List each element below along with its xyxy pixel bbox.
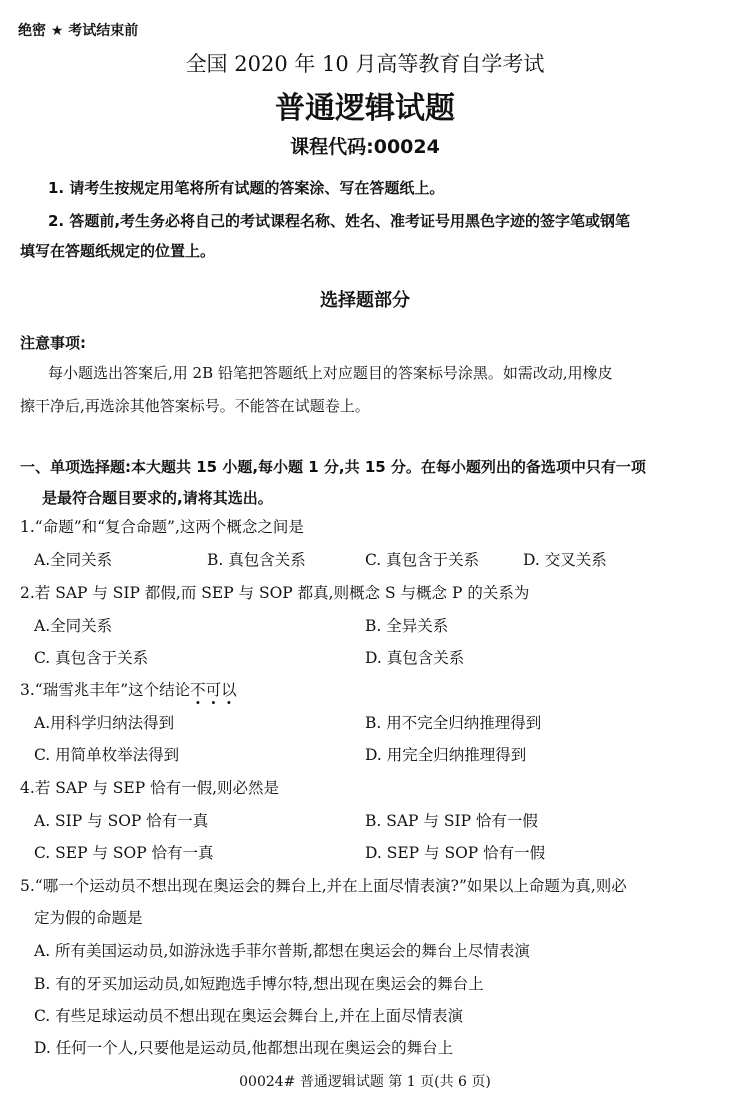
question-4-stem: 4.若 SAP 与 SEP 恰有一假,则必然是 (20, 779, 280, 797)
q3-emphasis-char: 不 (190, 681, 206, 699)
q1-option-a: A.全同关系 (34, 551, 113, 569)
notes-line-1: 每小题选出答案后,用 2B 铅笔把答题纸上对应题目的答案标号涂黑。如需改动,用橡皮 (48, 364, 613, 382)
q3-option-b: B. 用不完全归纳推理得到 (365, 714, 542, 732)
instruction-2-cont: 填写在答题纸规定的位置上。 (20, 242, 216, 260)
q3-option-a: A.用科学归纳法得到 (34, 714, 175, 732)
q4-option-d: D. SEP 与 SOP 恰有一假 (365, 844, 546, 862)
question-2-stem: 2.若 SAP 与 SIP 都假,而 SEP 与 SOP 都真,则概念 S 与概念 P 的关系为 (20, 584, 530, 602)
exam-title: 全国 2020 年 10 月高等教育自学考试 (185, 52, 545, 76)
question-1-stem: 1.“命题”和“复合命题”,这两个概念之间是 (20, 518, 304, 536)
q3-emphasis-char: 可 (205, 681, 222, 699)
part1-heading-cont: 是最符合题目要求的,请将其选出。 (42, 489, 273, 507)
q2-option-d: D. 真包含关系 (365, 649, 465, 667)
q2-option-c: C. 真包含于关系 (34, 649, 149, 667)
page-footer: 00024# 普通逻辑试题 第 1 页(共 6 页) (239, 1074, 491, 1090)
q5-option-d: D. 任何一个人,只要他是运动员,他都想出现在奥运会的舞台上 (34, 1039, 454, 1057)
subject-title: 普通逻辑试题 (275, 91, 455, 126)
instruction-1: 1. 请考生按规定用笔将所有试题的答案涂、写在答题纸上。 (48, 179, 445, 197)
q2-option-b: B. 全异关系 (365, 617, 449, 635)
q3-stem-text: 3.“瑞雪兆丰年”这个结论 (20, 681, 191, 699)
question-5-stem: 5.“哪一个运动员不想出现在奥运会的舞台上,并在上面尽情表演?”如果以上命题为真,则必 (20, 877, 627, 895)
q4-option-a: A. SIP 与 SOP 恰有一真 (34, 812, 209, 830)
q5-option-b: B. 有的牙买加运动员,如短跑选手博尔特,想出现在奥运会的舞台上 (34, 975, 484, 993)
question-5-stem-cont: 定为假的命题是 (34, 909, 143, 927)
q1-option-b: B. 真包含关系 (207, 551, 306, 569)
section-title: 选择题部分 (320, 290, 410, 311)
q1-option-c: C. 真包含于关系 (365, 551, 480, 569)
confidential-label: 绝密 ★ 考试结束前 (18, 23, 139, 39)
q3-emphasis-char: 以 (221, 681, 237, 699)
question-3-stem (20, 678, 237, 700)
q4-option-c: C. SEP 与 SOP 恰有一真 (34, 844, 214, 862)
q3-option-d: D. 用完全归纳推理得到 (365, 746, 527, 764)
q5-option-a: A. 所有美国运动员,如游泳选手菲尔普斯,都想在奥运会的舞台上尽情表演 (34, 942, 530, 960)
q3-option-c: C. 用简单枚举法得到 (34, 746, 180, 764)
q4-option-b: B. SAP 与 SIP 恰有一假 (365, 812, 538, 830)
course-code: 课程代码:00024 (290, 136, 440, 158)
notes-line-2: 擦干净后,再选涂其他答案标号。不能答在试题卷上。 (20, 397, 370, 415)
instruction-2: 2. 答题前,考生务必将自己的考试课程名称、姓名、准考证号用黑色字迹的签字笔或钢笔 (48, 212, 631, 230)
part1-heading: 一、单项选择题:本大题共 15 小题,每小题 1 分,共 15 分。在每小题列出的备选项中只有一项 (20, 458, 646, 476)
q2-option-a: A.全同关系 (34, 617, 113, 635)
q5-option-c: C. 有些足球运动员不想出现在奥运会舞台上,并在上面尽情表演 (34, 1007, 464, 1025)
notes-heading: 注意事项: (20, 334, 86, 352)
q1-option-d: D. 交叉关系 (523, 551, 607, 569)
